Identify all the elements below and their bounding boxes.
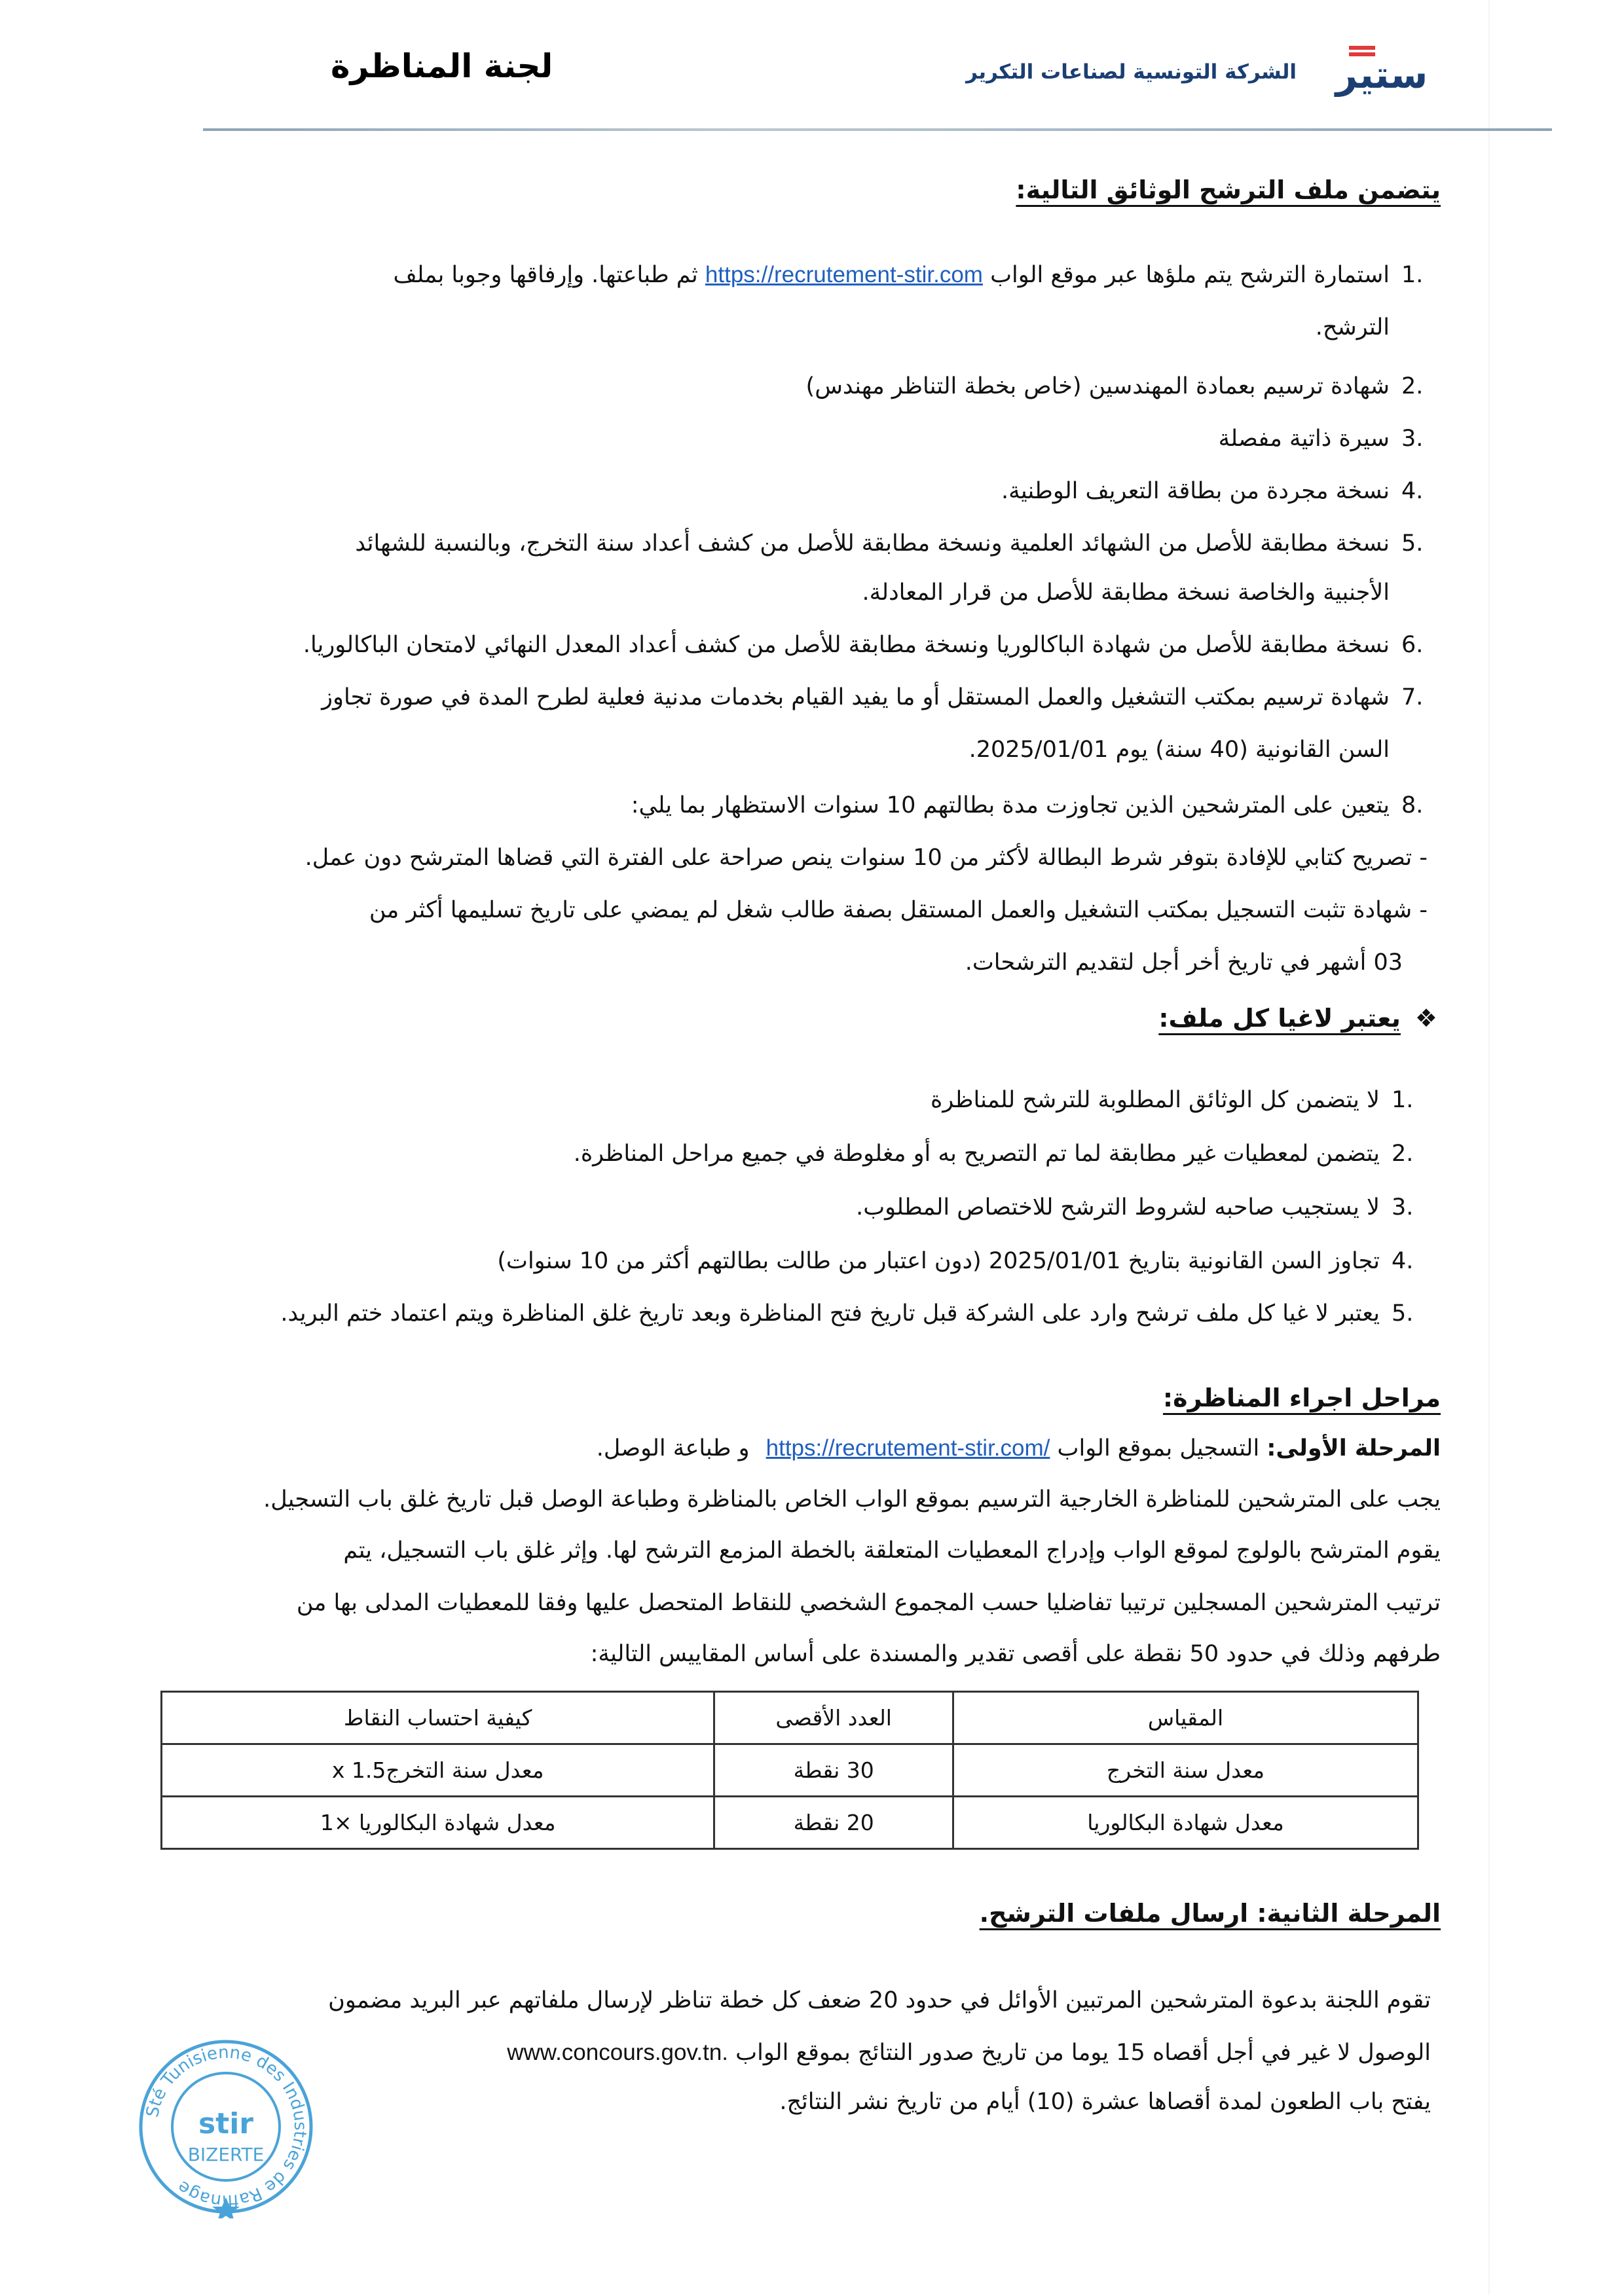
logo-text: ستير: [1335, 52, 1428, 97]
concours-website: www.concours.gov.tn.: [507, 2040, 729, 2065]
table-header-cell: المقياس: [953, 1692, 1418, 1744]
document-item-8: 8.يتعين على المترشحين الذين تجاوزت مدة بطالتهم 10 سنوات الاستظهار بما يلي:: [631, 792, 1424, 818]
stamp-city: BIZERTE: [187, 2144, 265, 2165]
document-item-5: 5.نسخة مطابقة للأصل من الشهائد العلمية ونسخة مطابقة للأصل من كشف أعداد سنة التخرج، وبالنسبة للشهائد: [355, 530, 1424, 557]
header-divider: [203, 128, 1552, 131]
stage-1-paragraph-line-4: طرفهم وذلك في حدود 50 نقطة على أقصى تقدير والمسندة على أساس المقاييس التالية:: [590, 1641, 1441, 1667]
stage-1-label: المرحلة الأولى:: [1266, 1435, 1441, 1461]
recruitment-link[interactable]: https://recrutement-stir.com: [705, 262, 983, 287]
table-row: [162, 1744, 1418, 1797]
table-header-cell: العدد الأقصى: [714, 1692, 953, 1744]
void-item-2: 2.يتضمن لمعطيات غير مطابقة لما تم التصريح به أو مغلوطة في جميع مراحل المناظرة.: [573, 1141, 1414, 1167]
table-cell: معدل سنة التخرج: [953, 1744, 1418, 1797]
company-stamp: [134, 2035, 318, 2218]
stage-1-paragraph-line-3: ترتيب المترشحين المسجلين ترتيبا تفاضليا حسب المجموع الشخصي للنقاط المتحصل عليها وفقا للمعطيات المدلى بها من: [296, 1590, 1441, 1616]
document-item-1-continuation: الترشح.: [1315, 314, 1390, 340]
stage-2-line-3: يفتح باب الطعون لمدة أقصاها عشرة (10) أيام من تاريخ نشر النتائج.: [779, 2089, 1431, 2115]
stage-2-heading: المرحلة الثانية: ارسال ملفات الترشح.: [979, 1899, 1441, 1928]
void-item-1: 1.لا يتضمن كل الوثائق المطلوبة للترشح للمناظرة: [931, 1087, 1414, 1113]
stamp-logo-text: stir: [198, 2107, 254, 2140]
document-item-5-continuation: الأجنبية والخاصة نسخة مطابقة للأصل من قرار المعادلة.: [862, 579, 1390, 606]
committee-title: لجنة المناظرة: [331, 47, 553, 85]
document-item-4: 4.نسخة مجردة من بطاقة التعريف الوطنية.: [1001, 478, 1424, 504]
table-cell: 20 نقطة: [714, 1797, 953, 1849]
table-row: [162, 1797, 1418, 1849]
document-item-8-sub-1: - تصريح كتابي للإفادة بتوفر شرط البطالة لأكثر من 10 سنوات ينص صراحة على الفترة التي قضاها المترشح دون عمل.: [304, 845, 1428, 871]
scan-edge: [1488, 0, 1490, 2295]
table-header-row: [162, 1692, 1418, 1744]
table-cell: معدل سنة التخرجx 1.5: [162, 1744, 714, 1797]
void-heading: يعتبر لاغيا كل ملف:: [1158, 1004, 1401, 1033]
document-item-3: 3.سيرة ذاتية مفصلة: [1218, 426, 1424, 452]
table-cell: 30 نقطة: [714, 1744, 953, 1797]
document-item-6: 6.نسخة مطابقة للأصل من شهادة الباكالوريا ونسخة مطابقة للأصل من كشف أعداد المعدل النهائي لامتحان الباكالوريا.: [303, 632, 1424, 658]
void-item-3: 3.لا يستجيب صاحبه لشروط الترشح للاختصاص المطلوب.: [856, 1194, 1414, 1221]
void-item-4: 4.تجاوز السن القانونية بتاريخ 2025/01/01 (دون اعتبار من طالت بطالتهم أكثر من 10 سنوات): [497, 1248, 1414, 1274]
void-heading-row: [1158, 992, 1437, 1044]
stamp-ring-text: Sté Tunisienne des Industries de Raffinage: [142, 2042, 310, 2211]
table-cell: معدل شهادة البكالوريا: [953, 1797, 1418, 1849]
stage-1-paragraph-line-2: يقوم المترشح بالولوج لموقع الواب وإدراج المعطيات المتعلقة بالخطة المزمع الترشح لها. وإثر غلق باب التسجيل، يتم: [343, 1537, 1441, 1564]
document-item-2: 2.شهادة ترسيم بعمادة المهندسين (خاص بخطة التناظر مهندس): [805, 373, 1424, 399]
company-name: الشركة التونسية لصناعات التكرير: [966, 60, 1297, 84]
stage-2-line-1: تقوم اللجنة بدعوة المترشحين المرتبين الأوائل في حدود 20 ضعف كل خطة تناظر لإرسال ملفاتهم عبر البريد مضمون: [328, 1987, 1431, 2013]
document-item-8-sub-continuation: 03 أشهر في تاريخ أخر أجل لتقديم الترشحات.: [965, 949, 1403, 976]
stage-2-line-2: الوصول لا غير في أجل أقصاه 15 يوما من تاريخ صدور النتائج بموقع الواب www.concours.gov.tn.: [507, 2040, 1431, 2066]
stage-1-line: المرحلة الأولى: التسجيل بموقع الواب https://recrutement-stir.com/ و طباعة الوصل.: [596, 1435, 1441, 1461]
document-item-8-sub-2: - شهادة تثبت التسجيل بمكتب التشغيل والعمل المستقل بصفة طالب شغل لم يمضي على تاريخ تسليمها أكثر من: [369, 897, 1428, 923]
documents-heading: يتضمن ملف الترشح الوثائق التالية:: [1016, 175, 1441, 204]
document-item-7: 7.شهادة ترسيم بمكتب التشغيل والعمل المستقل أو ما يفيد القيام بخدمات مدنية فعلية لطرح المدة في صورة تجاوز: [322, 684, 1424, 710]
criteria-table: [160, 1691, 1419, 1850]
diamond-bullet-icon: ❖: [1414, 1004, 1437, 1033]
document-item-1: 1.استمارة الترشح يتم ملؤها عبر موقع الواب https://recrutement-stir.com ثم طباعتها. وإرفاقها وجوبا بملف: [393, 262, 1424, 288]
void-item-5: 5.يعتبر لا غيا كل ملف ترشح وارد على الشركة قبل تاريخ فتح المناظرة وبعد تاريخ غلق المناظرة ويتم اعتماد ختم البريد.: [280, 1300, 1414, 1327]
table-cell: معدل شهادة البكالوريا ×1: [162, 1797, 714, 1849]
document-item-7-continuation: السن القانونية (40 سنة) يوم 2025/01/01.: [969, 737, 1390, 763]
stir-logo-icon: [1323, 45, 1441, 97]
stage-1-paragraph-line-1: يجب على المترشحين للمناظرة الخارجية الترسيم بموقع الواب الخاص بالمناظرة وطباعة الوصل قبل تاريخ غلق باب التسجيل.: [263, 1486, 1441, 1513]
registration-link[interactable]: https://recrutement-stir.com/: [766, 1435, 1050, 1461]
table-header-cell: كيفية احتساب النقاط: [162, 1692, 714, 1744]
stages-heading: مراحل اجراء المناظرة:: [1162, 1384, 1441, 1412]
